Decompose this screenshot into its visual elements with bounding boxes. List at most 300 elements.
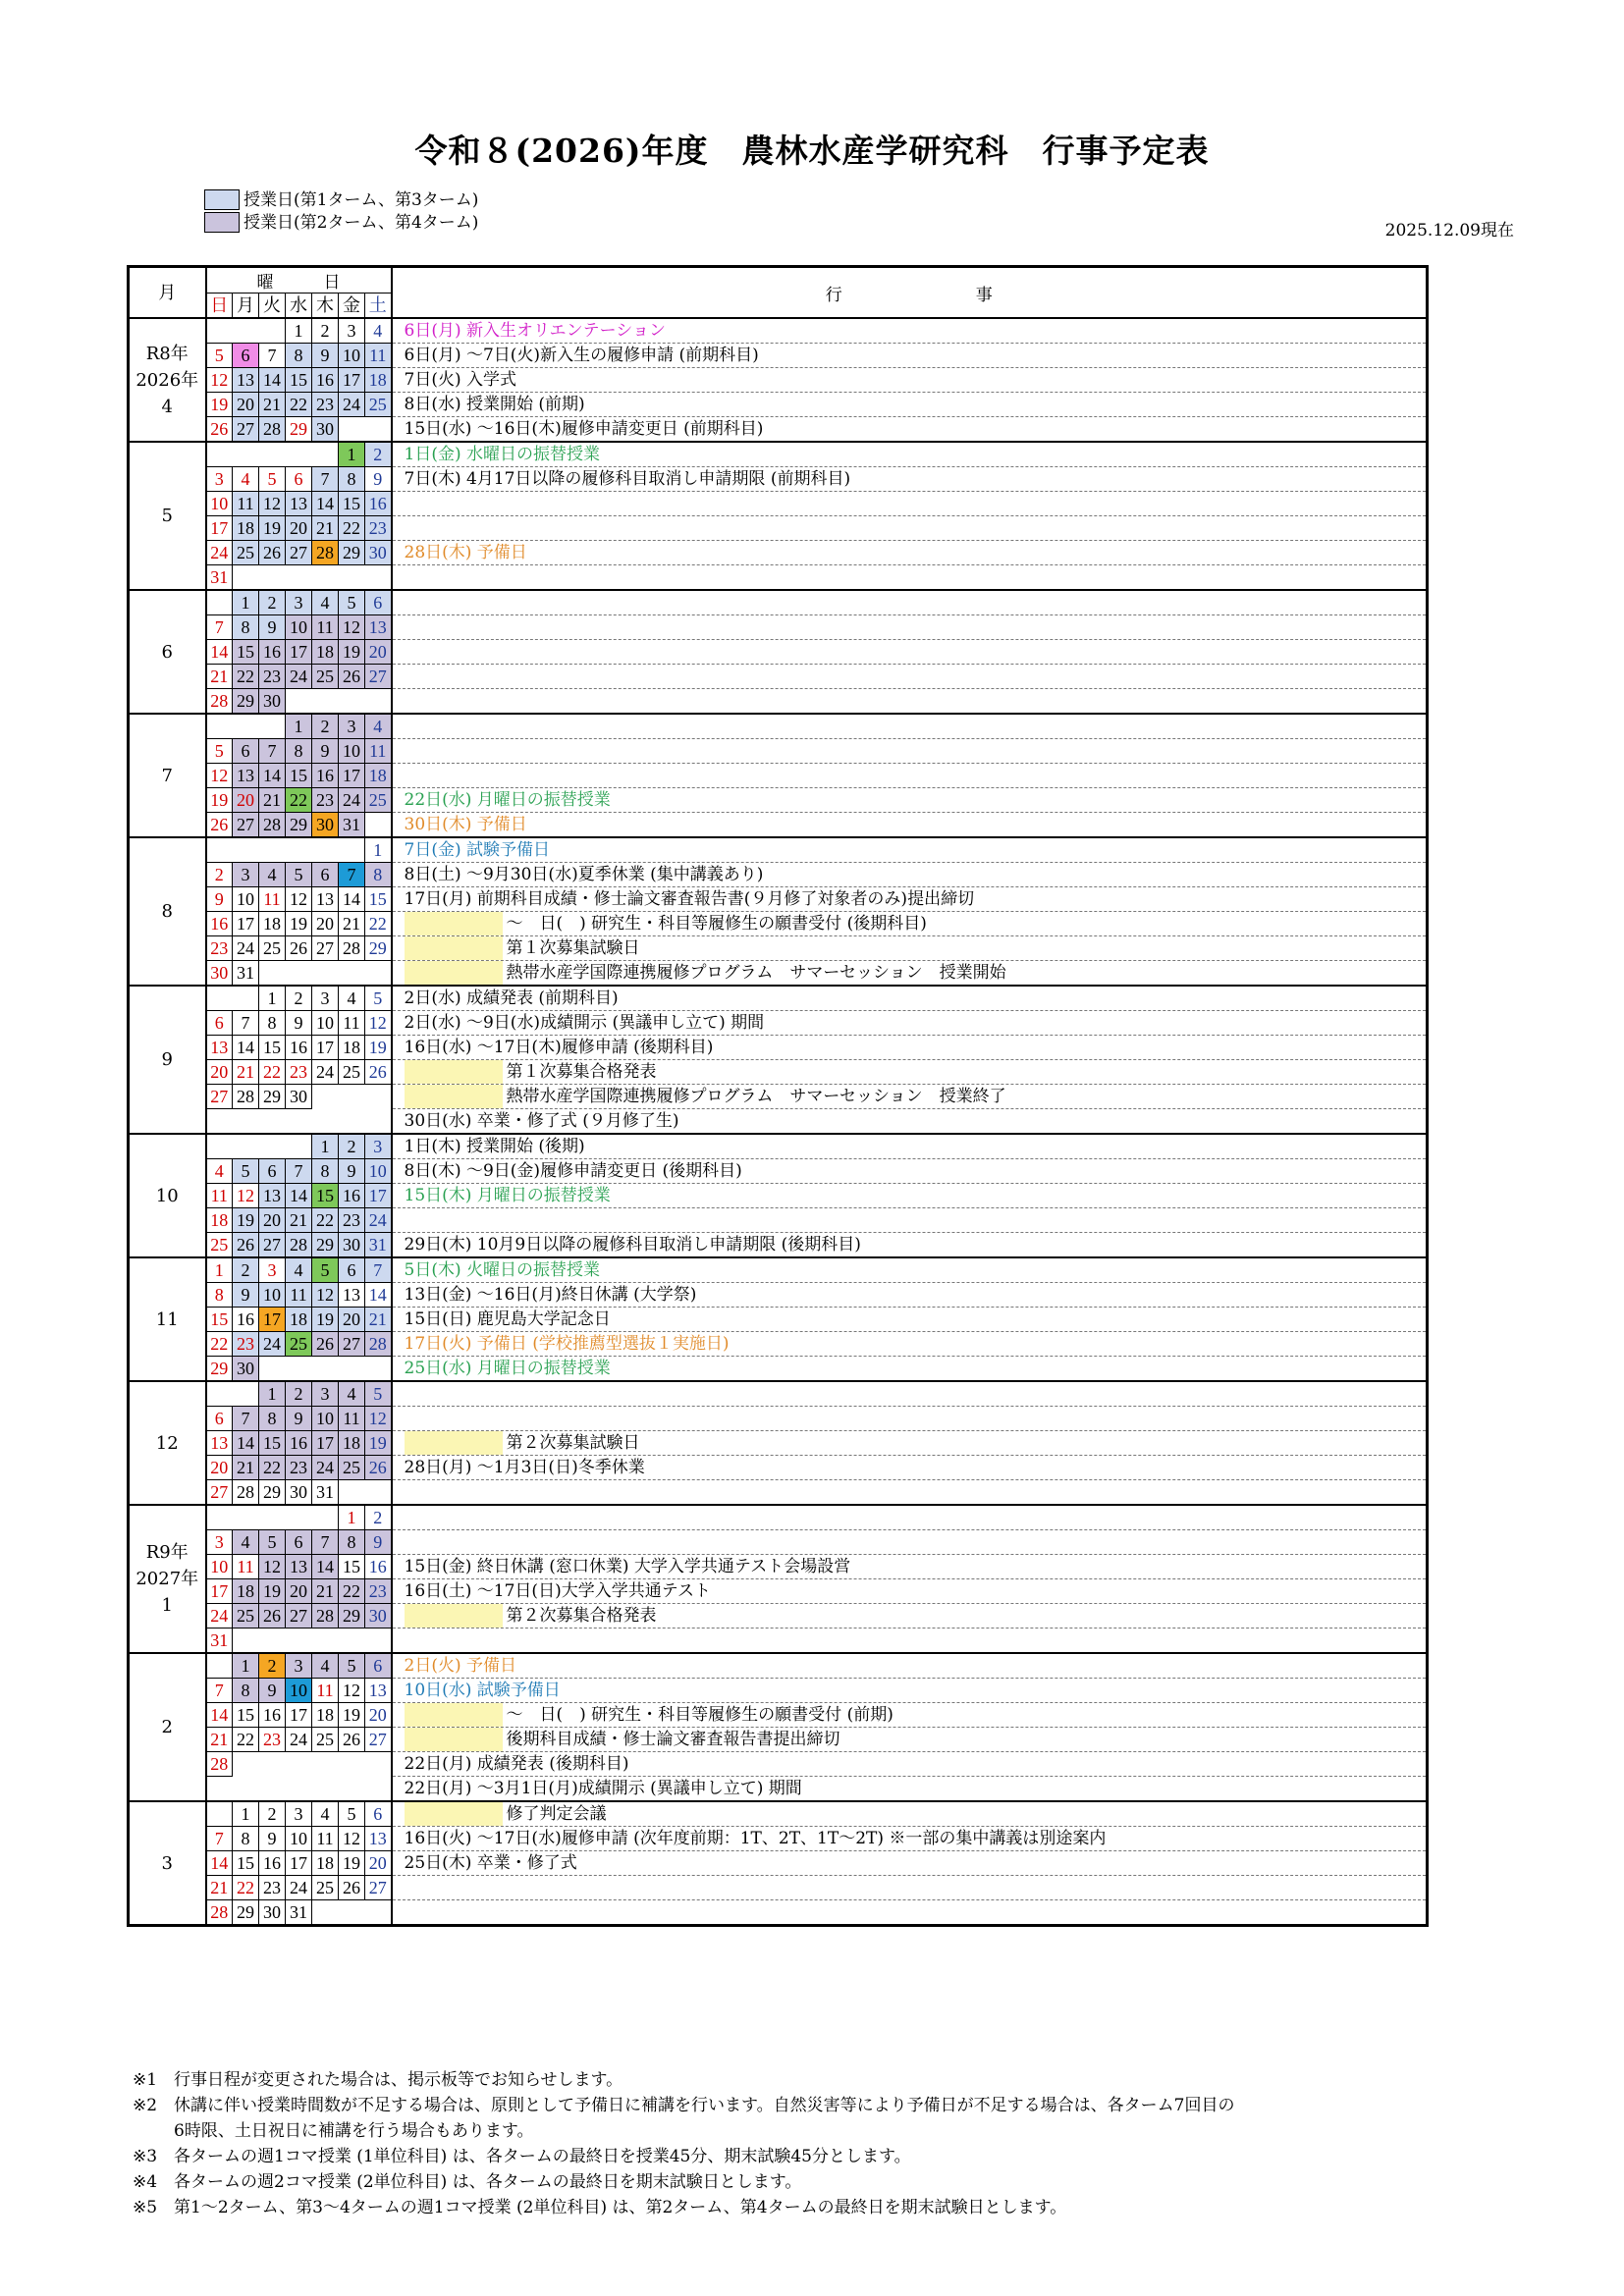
day-cell: 28 <box>206 1752 233 1777</box>
event-text: 30日(水) 卒業・修了式 (９月修了生) <box>404 1111 679 1131</box>
calendar-week-row <box>129 764 1428 788</box>
event-cell <box>392 442 1428 467</box>
day-cell: 28 <box>233 1480 259 1506</box>
day-cell: 29 <box>233 1900 259 1926</box>
day-cell: 1 <box>233 1653 259 1679</box>
day-cell: 18 <box>233 516 259 541</box>
day-cell <box>286 1505 312 1530</box>
day-cell: 7 <box>365 1257 392 1283</box>
day-cell <box>312 1777 339 1802</box>
day-cell: 12 <box>312 1283 339 1308</box>
event-cell <box>392 1308 1428 1332</box>
day-cell <box>312 1109 339 1135</box>
day-cell: 28 <box>206 1900 233 1926</box>
day-cell: 22 <box>206 1332 233 1357</box>
header-day-thu: 木 <box>312 294 339 319</box>
day-cell: 25 <box>286 1332 312 1357</box>
day-cell <box>339 1629 365 1654</box>
day-cell: 13 <box>286 1555 312 1579</box>
date-placeholder <box>405 936 503 960</box>
day-cell: 12 <box>286 887 312 912</box>
day-cell: 19 <box>365 1036 392 1060</box>
event-text: 15日(金) 終日休講 (窓口休業) 大学入学共通テスト会場設営 <box>404 1557 851 1576</box>
event-text: 熱帯水産学国際連携履修プログラム サマーセッション 授業開始 <box>506 963 1006 983</box>
footnote-mark: ※4 <box>133 2172 158 2192</box>
day-cell: 16 <box>312 764 339 788</box>
event-cell <box>392 1085 1428 1109</box>
day-cell <box>286 1777 312 1802</box>
calendar-week-row <box>129 1851 1428 1876</box>
day-cell: 15 <box>365 887 392 912</box>
event-cell <box>392 1876 1428 1900</box>
day-cell: 14 <box>259 764 286 788</box>
day-cell: 9 <box>286 1011 312 1036</box>
day-cell: 15 <box>286 764 312 788</box>
footnote-text: 休講に伴い授業時間数が不足する場合は、原則として予備日に補講を行います。自然災害等により予備日が不足する場合は、各ターム7回目の <box>174 2096 1235 2115</box>
day-cell: 4 <box>339 1381 365 1407</box>
footnote <box>133 2195 1234 2220</box>
day-cell: 26 <box>339 1728 365 1752</box>
day-cell <box>206 986 233 1011</box>
day-cell <box>259 1752 286 1777</box>
event-cell <box>392 1159 1428 1184</box>
event-text: 2日(水) 成績発表 (前期科目) <box>404 988 619 1008</box>
month-label-line: 3 <box>161 1852 173 1874</box>
day-cell: 17 <box>339 764 365 788</box>
day-cell: 6 <box>233 344 259 368</box>
day-cell: 31 <box>233 961 259 987</box>
day-cell: 29 <box>339 541 365 565</box>
day-cell: 21 <box>259 788 286 813</box>
day-cell: 8 <box>233 1827 259 1851</box>
month-label <box>129 837 206 986</box>
month-label-line: 12 <box>155 1432 179 1454</box>
day-cell: 24 <box>286 665 312 689</box>
day-cell: 28 <box>286 1233 312 1258</box>
day-cell: 30 <box>259 1900 286 1926</box>
event-cell <box>392 1777 1428 1802</box>
day-cell: 20 <box>365 640 392 665</box>
day-cell <box>286 442 312 467</box>
day-cell: 20 <box>233 393 259 417</box>
month-label <box>129 714 206 837</box>
event-cell <box>392 1233 1428 1258</box>
day-cell: 22 <box>339 516 365 541</box>
day-cell <box>365 1085 392 1109</box>
day-cell: 21 <box>233 1456 259 1480</box>
event-cell <box>392 936 1428 961</box>
event-cell <box>392 1060 1428 1085</box>
event-text: 第１次募集合格発表 <box>506 1062 657 1082</box>
day-cell: 5 <box>339 1801 365 1827</box>
day-cell: 14 <box>312 492 339 516</box>
month-label-line: 8 <box>161 901 173 922</box>
event-text: 8日(土) ～9月30日(水)夏季休業 (集中講義あり) <box>404 865 764 884</box>
event-text: 8日(水) 授業開始 (前期) <box>404 395 585 414</box>
day-cell: 26 <box>206 813 233 838</box>
calendar-week-row <box>129 1629 1428 1654</box>
day-cell: 19 <box>233 1208 259 1233</box>
month-label-line: 1 <box>161 1595 173 1616</box>
day-cell: 22 <box>259 1060 286 1085</box>
day-cell: 22 <box>233 1876 259 1900</box>
date-placeholder <box>405 961 503 985</box>
event-cell <box>392 665 1428 689</box>
day-cell: 2 <box>233 1257 259 1283</box>
event-text: 30日(木) 予備日 <box>404 815 527 834</box>
calendar-week-row <box>129 1208 1428 1233</box>
day-cell: 8 <box>233 615 259 640</box>
event-text: 2日(火) 予備日 <box>404 1656 516 1676</box>
day-cell: 2 <box>259 590 286 615</box>
legend-swatch-icon <box>204 189 240 210</box>
day-cell <box>339 1357 365 1382</box>
day-cell: 24 <box>312 1456 339 1480</box>
day-cell: 27 <box>286 1604 312 1629</box>
day-cell: 14 <box>233 1036 259 1060</box>
day-cell: 23 <box>365 1579 392 1604</box>
day-cell: 13 <box>365 1827 392 1851</box>
calendar-week-row <box>129 986 1428 1011</box>
day-cell <box>286 1629 312 1654</box>
calendar-week-row <box>129 1184 1428 1208</box>
day-cell: 19 <box>259 516 286 541</box>
month-label-line: 2027年 <box>135 1569 199 1589</box>
day-cell: 15 <box>206 1308 233 1332</box>
day-cell: 31 <box>206 1629 233 1654</box>
calendar-week-row <box>129 1604 1428 1629</box>
day-cell: 27 <box>339 1332 365 1357</box>
event-text: 5日(木) 火曜日の振替授業 <box>404 1260 600 1280</box>
day-cell: 26 <box>286 936 312 961</box>
day-cell: 9 <box>365 1530 392 1555</box>
month-label <box>129 318 206 442</box>
day-cell <box>206 318 233 344</box>
day-cell: 10 <box>286 615 312 640</box>
day-cell: 6 <box>206 1011 233 1036</box>
event-text: 7日(金) 試験予備日 <box>404 840 550 860</box>
day-cell: 21 <box>259 393 286 417</box>
event-text: 6日(月) 新入生オリエンテーション <box>404 321 666 341</box>
day-cell: 7 <box>339 863 365 887</box>
day-cell: 18 <box>286 1308 312 1332</box>
day-cell: 16 <box>286 1036 312 1060</box>
day-cell: 11 <box>312 1679 339 1703</box>
day-cell: 7 <box>233 1407 259 1431</box>
day-cell: 15 <box>286 368 312 393</box>
day-cell: 21 <box>339 912 365 936</box>
day-cell <box>286 1752 312 1777</box>
day-cell: 5 <box>312 1257 339 1283</box>
footnote-text: 6時限、土日祝日に補講を行う場合もあります。 <box>174 2121 534 2141</box>
day-cell: 8 <box>206 1283 233 1308</box>
calendar-week-row <box>129 1703 1428 1728</box>
event-text: 10日(水) 試験予備日 <box>404 1681 561 1700</box>
day-cell: 2 <box>286 986 312 1011</box>
day-cell: 27 <box>206 1085 233 1109</box>
event-text: 17日(月) 前期科目成績・修士論文審査報告書(９月修了対象者のみ)提出締切 <box>404 889 975 909</box>
day-cell: 27 <box>233 813 259 838</box>
day-cell <box>233 1381 259 1407</box>
day-cell: 17 <box>286 1851 312 1876</box>
day-cell: 17 <box>339 368 365 393</box>
calendar-week-row <box>129 1728 1428 1752</box>
day-cell <box>312 689 339 715</box>
calendar-week-row <box>129 1332 1428 1357</box>
day-cell: 30 <box>339 1233 365 1258</box>
day-cell <box>259 1109 286 1135</box>
event-cell <box>392 1357 1428 1382</box>
event-text: 17日(火) 予備日 (学校推薦型選抜１実施日) <box>404 1334 730 1354</box>
day-cell: 25 <box>233 541 259 565</box>
day-cell: 29 <box>286 813 312 838</box>
day-cell: 4 <box>233 467 259 492</box>
day-cell: 13 <box>233 368 259 393</box>
day-cell: 25 <box>339 1060 365 1085</box>
calendar-week-row <box>129 1777 1428 1802</box>
day-cell <box>365 1900 392 1926</box>
event-cell <box>392 368 1428 393</box>
day-cell: 24 <box>206 1604 233 1629</box>
day-cell: 31 <box>339 813 365 838</box>
day-cell: 4 <box>312 1801 339 1827</box>
event-text: 7日(木) 4月17日以降の履修科目取消し申請期限 (前期科目) <box>404 469 851 489</box>
day-cell: 5 <box>206 739 233 764</box>
calendar-week-row <box>129 640 1428 665</box>
day-cell: 12 <box>259 1555 286 1579</box>
day-cell: 10 <box>339 344 365 368</box>
event-cell <box>392 516 1428 541</box>
day-cell <box>206 442 233 467</box>
day-cell: 8 <box>339 1530 365 1555</box>
day-cell <box>339 1900 365 1926</box>
day-cell: 30 <box>206 961 233 987</box>
day-cell: 20 <box>339 1308 365 1332</box>
day-cell: 25 <box>233 1604 259 1629</box>
day-cell: 16 <box>286 1431 312 1456</box>
day-cell: 22 <box>259 1456 286 1480</box>
calendar-week-row <box>129 590 1428 615</box>
day-cell <box>206 1801 233 1827</box>
day-cell: 3 <box>286 1801 312 1827</box>
day-cell <box>259 565 286 591</box>
day-cell: 4 <box>312 590 339 615</box>
day-cell: 19 <box>365 1431 392 1456</box>
event-cell <box>392 1257 1428 1283</box>
day-cell: 9 <box>259 1679 286 1703</box>
day-cell: 28 <box>233 1085 259 1109</box>
event-text: ～ 日( ) 研究生・科目等履修生の願書受付 (前期) <box>506 1705 893 1725</box>
day-cell: 8 <box>339 467 365 492</box>
day-cell: 8 <box>233 1679 259 1703</box>
event-text: 後期科目成績・修士論文審査報告書提出締切 <box>506 1730 840 1749</box>
day-cell <box>312 1752 339 1777</box>
day-cell <box>286 961 312 987</box>
day-cell <box>286 689 312 715</box>
day-cell: 8 <box>259 1407 286 1431</box>
day-cell: 6 <box>312 863 339 887</box>
day-cell: 2 <box>312 318 339 344</box>
day-cell: 20 <box>206 1060 233 1085</box>
day-cell: 9 <box>312 344 339 368</box>
month-label-line: 10 <box>155 1185 179 1206</box>
day-cell: 28 <box>365 1332 392 1357</box>
day-cell: 29 <box>365 936 392 961</box>
day-cell: 11 <box>339 1011 365 1036</box>
day-cell: 8 <box>365 863 392 887</box>
event-text: 22日(水) 月曜日の振替授業 <box>404 790 611 810</box>
day-cell: 13 <box>312 887 339 912</box>
day-cell <box>339 837 365 863</box>
day-cell: 11 <box>312 615 339 640</box>
day-cell: 10 <box>286 1679 312 1703</box>
day-cell: 12 <box>365 1407 392 1431</box>
month-label <box>129 1257 206 1381</box>
day-cell <box>312 442 339 467</box>
day-cell: 9 <box>365 467 392 492</box>
day-cell: 1 <box>339 1505 365 1530</box>
calendar-week-row <box>129 887 1428 912</box>
day-cell <box>259 1134 286 1159</box>
day-cell: 25 <box>312 1728 339 1752</box>
event-cell <box>392 1381 1428 1407</box>
day-cell <box>365 961 392 987</box>
day-cell <box>233 837 259 863</box>
day-cell: 9 <box>312 739 339 764</box>
day-cell <box>259 318 286 344</box>
month-label-line: R9年 <box>145 1542 189 1563</box>
day-cell: 10 <box>365 1159 392 1184</box>
event-text: 16日(水) ～17日(木)履修申請 (後期科目) <box>404 1038 714 1057</box>
day-cell: 18 <box>339 1036 365 1060</box>
day-cell: 12 <box>339 1827 365 1851</box>
day-cell: 25 <box>339 1456 365 1480</box>
day-cell: 11 <box>259 887 286 912</box>
event-text: 15日(日) 鹿児島大学記念日 <box>404 1309 611 1329</box>
day-cell <box>259 961 286 987</box>
day-cell <box>206 837 233 863</box>
event-cell <box>392 1184 1428 1208</box>
calendar-week-row <box>129 1480 1428 1506</box>
day-cell: 13 <box>233 764 259 788</box>
day-cell: 9 <box>339 1159 365 1184</box>
day-cell: 23 <box>259 665 286 689</box>
day-cell <box>339 961 365 987</box>
day-cell: 16 <box>365 1555 392 1579</box>
date-placeholder <box>405 1604 503 1628</box>
month-label-line: R8年 <box>145 343 189 364</box>
day-cell: 6 <box>365 1653 392 1679</box>
calendar-week-row <box>129 615 1428 640</box>
event-cell <box>392 1679 1428 1703</box>
day-cell: 1 <box>259 986 286 1011</box>
event-cell <box>392 764 1428 788</box>
page-title: 令和８(2026)年度 農林水産学研究科 行事予定表 <box>414 132 1210 170</box>
day-cell: 31 <box>365 1233 392 1258</box>
calendar-week-row <box>129 1233 1428 1258</box>
month-label-line: 2026年 <box>135 369 199 391</box>
day-cell <box>312 565 339 591</box>
event-cell <box>392 863 1428 887</box>
legend-term1-3 <box>204 189 478 211</box>
calendar-week-row <box>129 1579 1428 1604</box>
day-cell: 20 <box>312 912 339 936</box>
month-label <box>129 1381 206 1505</box>
day-cell: 13 <box>286 492 312 516</box>
day-cell: 15 <box>259 1431 286 1456</box>
day-cell: 26 <box>206 417 233 443</box>
day-cell <box>339 1109 365 1135</box>
day-cell: 10 <box>312 1407 339 1431</box>
day-cell: 23 <box>286 1456 312 1480</box>
month-label <box>129 1505 206 1653</box>
footnote-text: 行事日程が変更された場合は、掲示板等でお知らせします。 <box>174 2070 623 2090</box>
day-cell <box>233 1752 259 1777</box>
calendar-week-row <box>129 813 1428 838</box>
day-cell: 6 <box>286 467 312 492</box>
day-cell: 31 <box>312 1480 339 1506</box>
day-cell <box>365 1629 392 1654</box>
event-cell <box>392 1827 1428 1851</box>
date-placeholder <box>405 1060 503 1084</box>
day-cell: 7 <box>206 1827 233 1851</box>
day-cell: 12 <box>339 615 365 640</box>
calendar-week-row <box>129 1357 1428 1382</box>
day-cell: 4 <box>286 1257 312 1283</box>
day-cell: 2 <box>206 863 233 887</box>
day-cell: 5 <box>339 1653 365 1679</box>
calendar-week-row <box>129 1876 1428 1900</box>
calendar-week-row <box>129 318 1428 344</box>
event-text: ～ 日( ) 研究生・科目等履修生の願書受付 (後期科目) <box>506 914 927 934</box>
event-cell <box>392 1579 1428 1604</box>
event-cell <box>392 1283 1428 1308</box>
event-cell <box>392 1653 1428 1679</box>
day-cell: 24 <box>286 1876 312 1900</box>
day-cell: 14 <box>206 1851 233 1876</box>
day-cell: 30 <box>365 1604 392 1629</box>
day-cell: 26 <box>259 541 286 565</box>
day-cell: 26 <box>233 1233 259 1258</box>
day-cell: 7 <box>206 1679 233 1703</box>
day-cell: 8 <box>286 739 312 764</box>
month-label-line: 7 <box>161 765 173 786</box>
day-cell: 13 <box>365 615 392 640</box>
day-cell <box>312 1629 339 1654</box>
day-cell <box>365 1109 392 1135</box>
day-cell: 28 <box>312 541 339 565</box>
event-text: 7日(火) 入学式 <box>404 370 516 390</box>
day-cell <box>365 1777 392 1802</box>
day-cell: 3 <box>206 1530 233 1555</box>
day-cell: 22 <box>365 912 392 936</box>
day-cell: 3 <box>312 1381 339 1407</box>
date-placeholder <box>405 1728 503 1751</box>
day-cell: 20 <box>365 1851 392 1876</box>
event-cell <box>392 1431 1428 1456</box>
calendar-week-row <box>129 1801 1428 1827</box>
day-cell: 15 <box>233 1703 259 1728</box>
calendar-week-row <box>129 1456 1428 1480</box>
day-cell: 7 <box>259 739 286 764</box>
day-cell: 19 <box>206 393 233 417</box>
event-cell <box>392 590 1428 615</box>
day-cell <box>339 417 365 443</box>
calendar-week-row <box>129 1283 1428 1308</box>
day-cell: 22 <box>233 665 259 689</box>
day-cell: 29 <box>259 1480 286 1506</box>
footnote <box>133 2144 1234 2169</box>
